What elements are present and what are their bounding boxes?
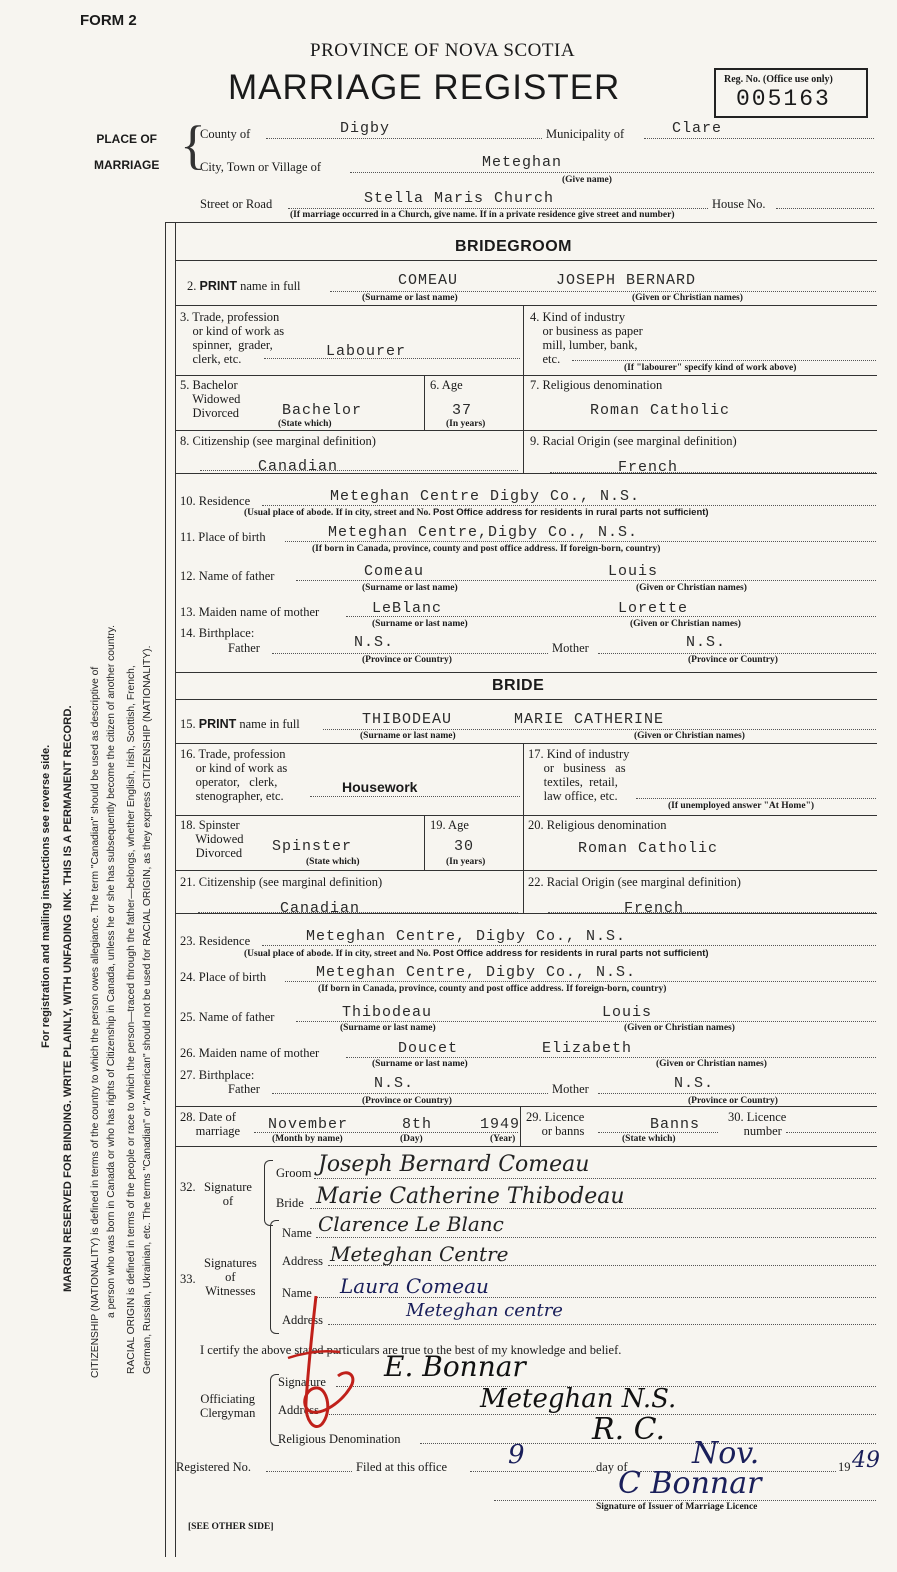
bride-name-label: 15. PRINT name in full xyxy=(180,717,300,731)
bride-bp-father-label: Father xyxy=(228,1082,260,1096)
bride-heading: BRIDE xyxy=(492,677,545,694)
frame-left-inner xyxy=(175,222,176,1557)
groom-sig-line xyxy=(314,1178,876,1179)
sidebar-line-2: MARGIN RESERVED FOR BINDING. WRITE PLAINLY, WITH UNFADING INK. THIS IS A PERMANENT RECORD. xyxy=(62,705,74,1292)
sig-label: 32. xyxy=(180,1180,196,1194)
groom-mother-surname-hint: (Surname or last name) xyxy=(372,619,468,629)
bride-citizenship-label: 21. Citizenship (see marginal definition) xyxy=(180,875,383,889)
bride-industry-line xyxy=(636,798,876,799)
groom-bp-mother: N.S. xyxy=(686,634,727,651)
rule xyxy=(175,743,877,744)
registered-line xyxy=(266,1471,352,1472)
groom-bp-mother-hint: (Province or Country) xyxy=(688,655,778,665)
groom-bp-father-line xyxy=(272,653,548,654)
clergy-address-label: Address xyxy=(278,1403,319,1417)
rule xyxy=(175,815,877,816)
clergy-denomination: R. C. xyxy=(592,1412,666,1447)
day-hint: (Day) xyxy=(400,1134,423,1144)
street-value: Stella Maris Church xyxy=(364,190,555,207)
officiant-red-mark xyxy=(278,1292,368,1442)
w1-name-line xyxy=(316,1237,876,1238)
bride-bp-father-hint: (Province or Country) xyxy=(362,1096,452,1106)
house-line xyxy=(776,208,874,209)
bride-status: Spinster xyxy=(272,838,353,855)
rule xyxy=(175,1146,877,1147)
w2-address-label: Address xyxy=(282,1313,323,1327)
w2-name: Laura Comeau xyxy=(340,1274,489,1298)
bride-father-given: Louis xyxy=(602,1004,653,1021)
groom-father-given-hint: (Given or Christian names) xyxy=(636,583,747,593)
bride-signature: Marie Catherine Thibodeau xyxy=(316,1184,625,1209)
licence-label: 29. Licence or banns xyxy=(526,1110,585,1138)
groom-birth-line xyxy=(285,541,876,542)
issuer-label: Signature of Issuer of Marriage Licence xyxy=(596,1502,758,1512)
frame-left-outer xyxy=(165,222,166,1557)
bride-status-label: 18. Spinster Widowed Divorced xyxy=(180,818,244,860)
bride-birth: Meteghan Centre, Digby Co., N.S. xyxy=(316,964,637,981)
groom-given: JOSEPH BERNARD xyxy=(556,272,697,289)
county-label: County of xyxy=(200,127,251,141)
place-brace: { xyxy=(180,115,206,175)
sidebar-line-3: CITIZENSHIP (NATIONALITY) is defined in terms of the country to which the person owes allegiance. The term "Canadian" should be used as descriptive of xyxy=(90,666,101,1378)
bride-mother-label: 26. Maiden name of mother xyxy=(180,1046,320,1060)
sidebar-line-1: For registration and mailing instructions see reverse side. xyxy=(40,744,52,1048)
groom-age-label: 6. Age xyxy=(430,378,463,392)
groom-signature: Joseph Bernard Comeau xyxy=(318,1152,590,1177)
bride-trade: Housework xyxy=(342,779,418,795)
county-value: Digby xyxy=(340,120,391,137)
groom-status: Bachelor xyxy=(282,402,363,419)
rule xyxy=(175,913,877,914)
municipality-label: Municipality of xyxy=(546,127,625,141)
groom-father-surname: Comeau xyxy=(364,563,425,580)
filed-year-hand: 49 xyxy=(852,1448,880,1473)
certify-text: I certify the above stated particulars are true to the best of my knowledge and belief. xyxy=(200,1343,622,1357)
filed-month: Nov. xyxy=(692,1436,760,1471)
groom-residence: Meteghan Centre Digby Co., N.S. xyxy=(330,488,641,505)
witness-label: Signatures of Witnesses xyxy=(204,1256,257,1298)
filed-year-printed: 19 xyxy=(838,1460,851,1474)
groom-surname: COMEAU xyxy=(398,272,459,289)
bride-mother-given: Elizabeth xyxy=(542,1040,633,1057)
bride-father-surname: Thibodeau xyxy=(342,1004,433,1021)
bride-racial: French xyxy=(624,900,685,917)
rule xyxy=(175,260,877,261)
groom-residence-line xyxy=(262,505,876,506)
clergy-address: Meteghan N.S. xyxy=(480,1384,677,1414)
licence-number-label: 30. Licence number xyxy=(728,1110,787,1138)
city-line xyxy=(350,172,874,173)
groom-religion-label: 7. Religious denomination xyxy=(530,378,663,392)
bride-surname-hint: (Surname or last name) xyxy=(360,731,456,741)
groom-status-label: 5. Bachelor Widowed Divorced xyxy=(180,378,241,420)
clergy-denomination-label: Religious Denomination xyxy=(278,1432,401,1446)
groom-birth: Meteghan Centre,Digby Co., N.S. xyxy=(328,524,639,541)
groom-residence-label: 10. Residence xyxy=(180,494,251,508)
municipality-line xyxy=(644,138,874,139)
groom-father-line xyxy=(296,580,876,581)
bride-age-hint: (In years) xyxy=(446,857,486,867)
clergy-signature: E. Bonnar xyxy=(384,1350,526,1383)
groom-birth-label: 11. Place of birth xyxy=(180,530,266,544)
groom-birthplace-label: 14. Birthplace: xyxy=(180,626,255,640)
reg-number: 005163 xyxy=(736,86,831,112)
groom-age-hint: (In years) xyxy=(446,419,486,429)
rule xyxy=(175,1106,877,1107)
marriage-day: 8th xyxy=(402,1116,433,1133)
sidebar-line-6: German, Russian, Ukrainian, etc. The terms "Canadian" or "American" should not be used for RACIAL ORIGIN, as they express CITIZENSHIP (NATIONALITY). xyxy=(142,645,153,1374)
groom-birth-hint: (If born in Canada, province, county and post office address. If foreign-born, country) xyxy=(312,544,661,554)
bride-residence: Meteghan Centre, Digby Co., N.S. xyxy=(306,928,627,945)
licence-number-line xyxy=(786,1132,876,1133)
street-line xyxy=(288,208,708,209)
bride-age-label: 19. Age xyxy=(430,818,469,832)
bride-bp-father: N.S. xyxy=(374,1075,415,1092)
witness-num: 33. xyxy=(180,1272,196,1286)
bride-trade-line xyxy=(310,796,520,797)
rule xyxy=(523,305,524,473)
city-value: Meteghan xyxy=(482,154,563,171)
reg-box xyxy=(714,68,868,118)
sidebar-line-5: RACIAL ORIGIN is defined in terms of the people or race to which the person—traced through the father—belongs, whether English, Irish, Scottish, French, xyxy=(126,665,137,1374)
rule xyxy=(175,699,877,700)
street-label: Street or Road xyxy=(200,197,273,211)
rule xyxy=(175,430,877,431)
clergy-signature-label: Signature xyxy=(278,1375,326,1389)
groom-sig-label: Groom xyxy=(276,1166,312,1180)
rule xyxy=(175,305,877,306)
day-of-label: day of xyxy=(596,1460,628,1474)
rule xyxy=(175,870,877,871)
groom-mother-surname: LeBlanc xyxy=(372,600,443,617)
groom-given-hint: (Given or Christian names) xyxy=(632,293,743,303)
groom-residence-hint: (Usual place of abode. If in city, street and No. Post Office address for residents in rural parts not sufficient) xyxy=(244,507,709,518)
bride-bp-mother-line xyxy=(598,1093,876,1094)
bride-surname: THIBODEAU xyxy=(362,711,453,728)
page-title: MARRIAGE REGISTER xyxy=(228,68,621,107)
bride-mother-given-hint: (Given or Christian names) xyxy=(656,1059,767,1069)
marriage-month: November xyxy=(268,1116,349,1133)
w1-address: Meteghan Centre xyxy=(330,1242,509,1266)
bride-birth-hint: (If born in Canada, province, county and post office address. If foreign-born, country) xyxy=(318,984,667,994)
groom-racial: French xyxy=(618,459,679,476)
rule xyxy=(424,375,425,430)
county-line xyxy=(266,138,542,139)
groom-industry-line xyxy=(572,360,876,361)
year-hint: (Year) xyxy=(490,1134,516,1144)
bride-racial-label: 22. Racial Origin (see marginal definition) xyxy=(528,875,741,889)
w1-name: Clarence Le Blanc xyxy=(318,1212,504,1236)
bride-father-given-hint: (Given or Christian names) xyxy=(624,1023,735,1033)
groom-mother-label: 13. Maiden name of mother xyxy=(180,605,320,619)
bride-name-line xyxy=(323,729,876,730)
groom-trade-label: 3. Trade, profession or kind of work as spinner, grader, clerk, etc. xyxy=(180,310,285,366)
bride-given: MARIE CATHERINE xyxy=(514,711,665,728)
registered-label: Registered No. xyxy=(176,1460,251,1474)
city-label: City, Town or Village of xyxy=(200,160,322,174)
w1-address-label: Address xyxy=(282,1254,323,1268)
groom-mother-given: Lorette xyxy=(618,600,689,617)
date-label: 28. Date of marriage xyxy=(180,1110,241,1138)
rule xyxy=(175,672,877,673)
groom-industry-label: 4. Kind of industry or business as paper mill, lumber, bank, etc. xyxy=(530,310,643,366)
groom-citizenship-label: 8. Citizenship (see marginal definition) xyxy=(180,434,376,448)
groom-citizenship: Canadian xyxy=(258,458,339,475)
bride-age: 30 xyxy=(454,838,475,855)
bride-industry-hint: (If unemployed answer "At Home") xyxy=(668,801,815,811)
bride-birth-label: 24. Place of birth xyxy=(180,970,267,984)
groom-name-line xyxy=(330,291,876,292)
bride-residence-label: 23. Residence xyxy=(180,934,251,948)
bride-mother-surname: Doucet xyxy=(398,1040,459,1057)
form-label: FORM 2 xyxy=(80,12,137,29)
w2-address: Meteghan centre xyxy=(406,1300,563,1321)
groom-father-given: Louis xyxy=(608,563,659,580)
sidebar-line-4: a person who was born in Canada or who has rights of Citizenship in Canada, unless he or she has subsequently become the citizen of another country. xyxy=(106,625,117,1318)
street-hint: (If marriage occurred in a Church, give name. If in a private residence give street and number) xyxy=(290,210,675,220)
rule xyxy=(175,375,877,376)
bride-birth-line xyxy=(285,981,876,982)
municipality-value: Clare xyxy=(672,120,723,137)
bride-residence-hint: (Usual place of abode. If in city, street and No. Post Office address for residents in rural parts not sufficient) xyxy=(244,948,709,959)
frame-top xyxy=(165,222,877,223)
bride-trade-label: 16. Trade, profession or kind of work as operator, clerk, stenographer, etc. xyxy=(180,747,288,803)
rule xyxy=(175,473,877,474)
bride-birthplace-label: 27. Birthplace: xyxy=(180,1068,255,1082)
groom-bp-father-label: Father xyxy=(228,641,260,655)
sig-brace xyxy=(264,1160,273,1226)
city-hint: (Give name) xyxy=(562,175,612,185)
reg-label: Reg. No. (Office use only) xyxy=(724,74,833,85)
filed-line xyxy=(470,1471,596,1472)
bride-father-line xyxy=(296,1021,876,1022)
groom-heading: BRIDEGROOM xyxy=(455,238,572,255)
groom-industry-hint: (If "labourer" specify kind of work above) xyxy=(624,363,797,373)
bride-father-surname-hint: (Surname or last name) xyxy=(340,1023,436,1033)
bride-religion: Roman Catholic xyxy=(578,840,719,857)
groom-citizenship-line xyxy=(200,470,518,471)
w2-name-label: Name xyxy=(282,1286,312,1300)
month-hint: (Month by name) xyxy=(272,1134,343,1144)
groom-name-label: 2. PRINT name in full xyxy=(187,279,301,293)
issuer-signature: C Bonnar xyxy=(618,1466,762,1501)
see-other-side: [SEE OTHER SIDE] xyxy=(188,1522,274,1532)
groom-racial-label: 9. Racial Origin (see marginal definition) xyxy=(530,434,737,448)
bride-bp-mother: N.S. xyxy=(674,1075,715,1092)
groom-age: 37 xyxy=(452,402,473,419)
house-label: House No. xyxy=(712,197,766,211)
bride-given-hint: (Given or Christian names) xyxy=(634,731,745,741)
groom-bp-father: N.S. xyxy=(354,634,395,651)
bride-bp-mother-hint: (Province or Country) xyxy=(688,1096,778,1106)
filed-label: Filed at this office xyxy=(356,1460,448,1474)
bride-mother-line xyxy=(346,1057,876,1058)
province-heading: PROVINCE OF NOVA SCOTIA xyxy=(310,40,576,61)
groom-father-label: 12. Name of father xyxy=(180,569,275,583)
bride-status-hint: (State which) xyxy=(306,857,360,867)
bride-sig-label: Bride xyxy=(276,1196,304,1210)
bride-bp-mother-label: Mother xyxy=(552,1082,589,1096)
groom-status-hint: (State which) xyxy=(278,419,332,429)
groom-trade: Labourer xyxy=(326,343,407,360)
bride-mother-surname-hint: (Surname or last name) xyxy=(372,1059,468,1069)
groom-bp-father-hint: (Province or Country) xyxy=(362,655,452,665)
groom-mother-given-hint: (Given or Christian names) xyxy=(630,619,741,629)
groom-bp-mother-label: Mother xyxy=(552,641,589,655)
groom-religion: Roman Catholic xyxy=(590,402,731,419)
bride-residence-line xyxy=(262,945,876,946)
bride-bp-father-line xyxy=(272,1093,548,1094)
filed-day: 9 xyxy=(508,1440,525,1470)
groom-father-surname-hint: (Surname or last name) xyxy=(362,583,458,593)
groom-bp-mother-line xyxy=(598,653,876,654)
groom-surname-hint: (Surname or last name) xyxy=(362,293,458,303)
rule xyxy=(424,815,425,870)
licence-hint: (State which) xyxy=(622,1134,676,1144)
w2-address-line xyxy=(328,1324,876,1325)
bride-father-label: 25. Name of father xyxy=(180,1010,275,1024)
bride-industry-label: 17. Kind of industry or business as textiles, retail, law office, etc. xyxy=(528,747,630,803)
w1-name-label: Name xyxy=(282,1226,312,1240)
clergyman-label: Officiating Clergyman xyxy=(200,1392,256,1420)
bride-religion-label: 20. Religious denomination xyxy=(528,818,667,832)
place-group-label: PLACE OF MARRIAGE xyxy=(94,132,160,172)
bride-citizenship: Canadian xyxy=(280,900,361,917)
marriage-year: 1949 xyxy=(480,1116,521,1133)
sig-label-text: Signature of xyxy=(204,1180,252,1208)
rule xyxy=(523,743,524,913)
licence-value: Banns xyxy=(650,1116,701,1133)
rule xyxy=(520,1106,521,1146)
